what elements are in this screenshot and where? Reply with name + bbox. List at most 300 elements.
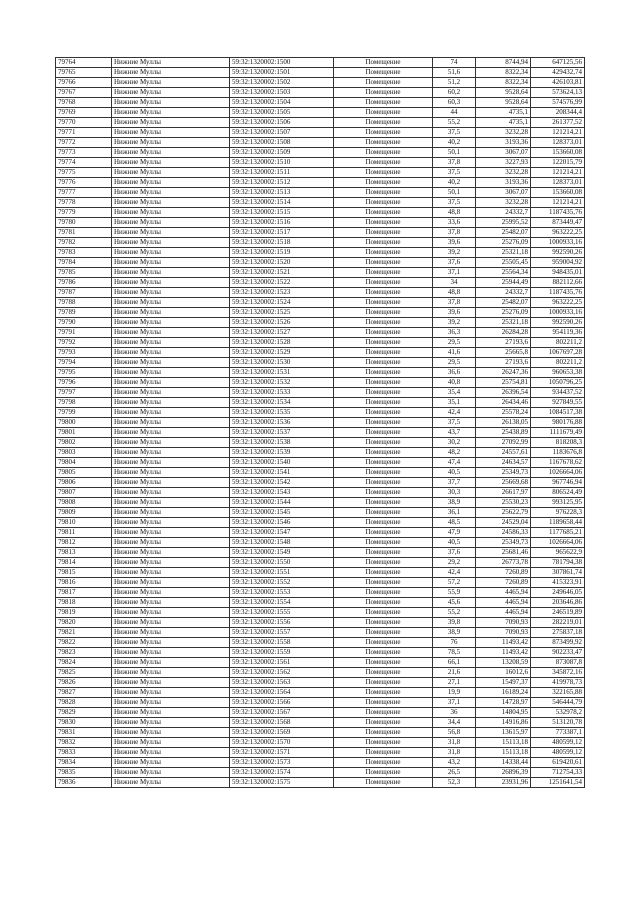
- object-type-cell: Помещение: [334, 138, 433, 148]
- object-type-cell: Помещение: [334, 448, 433, 458]
- cadastral-number-cell: 59:32:1320002:1544: [230, 498, 334, 508]
- price-per-unit-cell: 3232,28: [476, 128, 531, 138]
- cadastral-value-cell: 965622,9: [531, 548, 585, 558]
- price-per-unit-cell: 27193,6: [476, 358, 531, 368]
- cadastral-number-cell: 59:32:1320002:1559: [230, 648, 334, 658]
- object-type-cell: Помещение: [334, 738, 433, 748]
- object-type-cell: Помещение: [334, 778, 433, 788]
- cadastral-value-cell: 980176,88: [531, 418, 585, 428]
- record-number-cell: 79765: [56, 68, 112, 78]
- locality-cell: Нижние Муллы: [112, 368, 230, 378]
- cadastral-value-cell: 573624,13: [531, 88, 585, 98]
- table-row: [56, 88, 585, 98]
- table-row: [56, 348, 585, 358]
- area-cell: 37,5: [433, 418, 476, 428]
- cadastral-number-cell: 59:32:1320002:1563: [230, 678, 334, 688]
- cadastral-value-cell: 976228,3: [531, 508, 585, 518]
- price-per-unit-cell: 27193,6: [476, 338, 531, 348]
- object-type-cell: Помещение: [334, 218, 433, 228]
- cadastral-number-cell: 59:32:1320002:1547: [230, 528, 334, 538]
- area-cell: 60,3: [433, 98, 476, 108]
- cadastral-number-cell: 59:32:1320002:1554: [230, 598, 334, 608]
- object-type-cell: Помещение: [334, 438, 433, 448]
- table-row: [56, 398, 585, 408]
- price-per-unit-cell: 27092,99: [476, 438, 531, 448]
- cadastral-number-cell: 59:32:1320002:1552: [230, 578, 334, 588]
- record-number-cell: 79830: [56, 718, 112, 728]
- cadastral-value-cell: 773387,1: [531, 728, 585, 738]
- locality-cell: Нижние Муллы: [112, 328, 230, 338]
- area-cell: 35,4: [433, 388, 476, 398]
- locality-cell: Нижние Муллы: [112, 98, 230, 108]
- cadastral-value-cell: 1026664,06: [531, 468, 585, 478]
- locality-cell: Нижние Муллы: [112, 128, 230, 138]
- area-cell: 40,2: [433, 138, 476, 148]
- object-type-cell: Помещение: [334, 58, 433, 68]
- cadastral-value-cell: 992590,26: [531, 248, 585, 258]
- locality-cell: Нижние Муллы: [112, 78, 230, 88]
- table-row: [56, 58, 585, 68]
- area-cell: 51,6: [433, 68, 476, 78]
- record-number-cell: 79834: [56, 758, 112, 768]
- area-cell: 37,8: [433, 228, 476, 238]
- object-type-cell: Помещение: [334, 88, 433, 98]
- price-per-unit-cell: 26138,05: [476, 418, 531, 428]
- record-number-cell: 79776: [56, 178, 112, 188]
- locality-cell: Нижние Муллы: [112, 408, 230, 418]
- cadastral-value-cell: 1187435,76: [531, 288, 585, 298]
- table-row: [56, 578, 585, 588]
- area-cell: 40,2: [433, 178, 476, 188]
- price-per-unit-cell: 26247,36: [476, 368, 531, 378]
- price-per-unit-cell: 7090,93: [476, 628, 531, 638]
- object-type-cell: Помещение: [334, 258, 433, 268]
- locality-cell: Нижние Муллы: [112, 778, 230, 788]
- price-per-unit-cell: 23931,96: [476, 778, 531, 788]
- cadastral-number-cell: 59:32:1320002:1567: [230, 708, 334, 718]
- table-row: [56, 638, 585, 648]
- table-row: [56, 328, 585, 338]
- table-row: [56, 758, 585, 768]
- cadastral-value-cell: 121214,21: [531, 198, 585, 208]
- cadastral-number-cell: 59:32:1320002:1510: [230, 158, 334, 168]
- cadastral-number-cell: 59:32:1320002:1575: [230, 778, 334, 788]
- cadastral-value-cell: 934437,52: [531, 388, 585, 398]
- price-per-unit-cell: 25995,52: [476, 218, 531, 228]
- locality-cell: Нижние Муллы: [112, 508, 230, 518]
- table-row: [56, 128, 585, 138]
- table-body: [56, 58, 585, 788]
- record-number-cell: 79783: [56, 248, 112, 258]
- cadastral-number-cell: 59:32:1320002:1542: [230, 478, 334, 488]
- locality-cell: Нижние Муллы: [112, 638, 230, 648]
- table-row: [56, 238, 585, 248]
- area-cell: 76: [433, 638, 476, 648]
- cadastral-number-cell: 59:32:1320002:1513: [230, 188, 334, 198]
- area-cell: 36: [433, 708, 476, 718]
- record-number-cell: 79810: [56, 518, 112, 528]
- cadastral-number-cell: 59:32:1320002:1545: [230, 508, 334, 518]
- locality-cell: Нижние Муллы: [112, 428, 230, 438]
- locality-cell: Нижние Муллы: [112, 558, 230, 568]
- record-number-cell: 79781: [56, 228, 112, 238]
- cadastral-value-cell: 153660,08: [531, 188, 585, 198]
- locality-cell: Нижние Муллы: [112, 488, 230, 498]
- cadastral-value-cell: 574576,99: [531, 98, 585, 108]
- cadastral-value-cell: 802211,2: [531, 338, 585, 348]
- cadastral-number-cell: 59:32:1320002:1514: [230, 198, 334, 208]
- area-cell: 37,1: [433, 698, 476, 708]
- table-row: [56, 508, 585, 518]
- area-cell: 26,5: [433, 768, 476, 778]
- locality-cell: Нижние Муллы: [112, 268, 230, 278]
- record-number-cell: 79789: [56, 308, 112, 318]
- object-type-cell: Помещение: [334, 308, 433, 318]
- locality-cell: Нижние Муллы: [112, 388, 230, 398]
- cadastral-value-cell: 203646,86: [531, 598, 585, 608]
- cadastral-value-cell: 1026664,06: [531, 538, 585, 548]
- cadastral-value-cell: 1251641,54: [531, 778, 585, 788]
- record-number-cell: 79785: [56, 268, 112, 278]
- table-row: [56, 438, 585, 448]
- table-row: [56, 338, 585, 348]
- object-type-cell: Помещение: [334, 688, 433, 698]
- record-number-cell: 79795: [56, 368, 112, 378]
- record-number-cell: 79827: [56, 688, 112, 698]
- price-per-unit-cell: 26396,54: [476, 388, 531, 398]
- price-per-unit-cell: 8744,94: [476, 58, 531, 68]
- table-row: [56, 388, 585, 398]
- cadastral-number-cell: 59:32:1320002:1522: [230, 278, 334, 288]
- locality-cell: Нижние Муллы: [112, 678, 230, 688]
- price-per-unit-cell: 4465,94: [476, 608, 531, 618]
- locality-cell: Нижние Муллы: [112, 108, 230, 118]
- cadastral-number-cell: 59:32:1320002:1564: [230, 688, 334, 698]
- price-per-unit-cell: 24634,57: [476, 458, 531, 468]
- price-per-unit-cell: 14804,95: [476, 708, 531, 718]
- cadastral-value-cell: 1183676,8: [531, 448, 585, 458]
- record-number-cell: 79804: [56, 458, 112, 468]
- cadastral-number-cell: 59:32:1320002:1568: [230, 718, 334, 728]
- price-per-unit-cell: 3227,93: [476, 158, 531, 168]
- cadastral-value-cell: 261377,52: [531, 118, 585, 128]
- price-per-unit-cell: 14338,44: [476, 758, 531, 768]
- record-number-cell: 79771: [56, 128, 112, 138]
- cadastral-value-cell: 480599,12: [531, 738, 585, 748]
- record-number-cell: 79786: [56, 278, 112, 288]
- record-number-cell: 79823: [56, 648, 112, 658]
- record-number-cell: 79770: [56, 118, 112, 128]
- price-per-unit-cell: 4735,1: [476, 108, 531, 118]
- price-per-unit-cell: 15497,37: [476, 678, 531, 688]
- cadastral-number-cell: 59:32:1320002:1569: [230, 728, 334, 738]
- object-type-cell: Помещение: [334, 578, 433, 588]
- cadastral-value-cell: 873087,8: [531, 658, 585, 668]
- table-row: [56, 138, 585, 148]
- table-row: [56, 428, 585, 438]
- area-cell: 31,8: [433, 738, 476, 748]
- object-type-cell: Помещение: [334, 588, 433, 598]
- locality-cell: Нижние Муллы: [112, 698, 230, 708]
- object-type-cell: Помещение: [334, 298, 433, 308]
- locality-cell: Нижние Муллы: [112, 458, 230, 468]
- record-number-cell: 79828: [56, 698, 112, 708]
- cadastral-value-cell: 960653,38: [531, 368, 585, 378]
- object-type-cell: Помещение: [334, 288, 433, 298]
- table-row: [56, 228, 585, 238]
- area-cell: 40,5: [433, 468, 476, 478]
- locality-cell: Нижние Муллы: [112, 548, 230, 558]
- record-number-cell: 79829: [56, 708, 112, 718]
- cadastral-value-cell: 781794,38: [531, 558, 585, 568]
- cadastral-value-cell: 282219,01: [531, 618, 585, 628]
- record-number-cell: 79812: [56, 538, 112, 548]
- locality-cell: Нижние Муллы: [112, 478, 230, 488]
- object-type-cell: Помещение: [334, 418, 433, 428]
- cadastral-value-cell: 818208,3: [531, 438, 585, 448]
- record-number-cell: 79767: [56, 88, 112, 98]
- table-row: [56, 628, 585, 638]
- area-cell: 40,5: [433, 538, 476, 548]
- cadastral-number-cell: 59:32:1320002:1506: [230, 118, 334, 128]
- table-row: [56, 418, 585, 428]
- object-type-cell: Помещение: [334, 208, 433, 218]
- cadastral-value-cell: 992590,26: [531, 318, 585, 328]
- area-cell: 30,3: [433, 488, 476, 498]
- price-per-unit-cell: 11493,42: [476, 638, 531, 648]
- locality-cell: Нижние Муллы: [112, 118, 230, 128]
- object-type-cell: Помещение: [334, 148, 433, 158]
- record-number-cell: 79819: [56, 608, 112, 618]
- area-cell: 50,1: [433, 148, 476, 158]
- table-row: [56, 278, 585, 288]
- table-row: [56, 468, 585, 478]
- record-number-cell: 79816: [56, 578, 112, 588]
- object-type-cell: Помещение: [334, 498, 433, 508]
- cadastral-number-cell: 59:32:1320002:1509: [230, 148, 334, 158]
- table-row: [56, 108, 585, 118]
- object-type-cell: Помещение: [334, 68, 433, 78]
- cadastral-number-cell: 59:32:1320002:1507: [230, 128, 334, 138]
- cadastral-number-cell: 59:32:1320002:1504: [230, 98, 334, 108]
- cadastral-number-cell: 59:32:1320002:1537: [230, 428, 334, 438]
- price-per-unit-cell: 25505,45: [476, 258, 531, 268]
- area-cell: 50,1: [433, 188, 476, 198]
- cadastral-value-cell: 480599,12: [531, 748, 585, 758]
- locality-cell: Нижние Муллы: [112, 668, 230, 678]
- object-type-cell: Помещение: [334, 388, 433, 398]
- table-row: [56, 778, 585, 788]
- object-type-cell: Помещение: [334, 658, 433, 668]
- table-row: [56, 148, 585, 158]
- area-cell: 39,2: [433, 318, 476, 328]
- cadastral-number-cell: 59:32:1320002:1561: [230, 658, 334, 668]
- record-number-cell: 79800: [56, 418, 112, 428]
- cadastral-value-cell: 1084517,38: [531, 408, 585, 418]
- locality-cell: Нижние Муллы: [112, 568, 230, 578]
- price-per-unit-cell: 15113,18: [476, 748, 531, 758]
- area-cell: 47,9: [433, 528, 476, 538]
- object-type-cell: Помещение: [334, 518, 433, 528]
- cadastral-number-cell: 59:32:1320002:1534: [230, 398, 334, 408]
- locality-cell: Нижние Муллы: [112, 178, 230, 188]
- price-per-unit-cell: 11493,42: [476, 648, 531, 658]
- locality-cell: Нижние Муллы: [112, 728, 230, 738]
- record-number-cell: 79836: [56, 778, 112, 788]
- cadastral-value-cell: 647125,56: [531, 58, 585, 68]
- cadastral-value-cell: 712754,33: [531, 768, 585, 778]
- table-row: [56, 118, 585, 128]
- object-type-cell: Помещение: [334, 508, 433, 518]
- record-number-cell: 79811: [56, 528, 112, 538]
- locality-cell: Нижние Муллы: [112, 468, 230, 478]
- locality-cell: Нижние Муллы: [112, 228, 230, 238]
- table-row: [56, 268, 585, 278]
- object-type-cell: Помещение: [334, 608, 433, 618]
- price-per-unit-cell: 25349,73: [476, 538, 531, 548]
- area-cell: 31,8: [433, 748, 476, 758]
- table-row: [56, 358, 585, 368]
- area-cell: 45,6: [433, 598, 476, 608]
- cadastral-number-cell: 59:32:1320002:1558: [230, 638, 334, 648]
- locality-cell: Нижние Муллы: [112, 498, 230, 508]
- cadastral-value-cell: 275837,18: [531, 628, 585, 638]
- table-row: [56, 618, 585, 628]
- record-number-cell: 79797: [56, 388, 112, 398]
- area-cell: 47,4: [433, 458, 476, 468]
- price-per-unit-cell: 3232,28: [476, 168, 531, 178]
- area-cell: 37,8: [433, 158, 476, 168]
- cadastral-number-cell: 59:32:1320002:1516: [230, 218, 334, 228]
- table-row: [56, 318, 585, 328]
- object-type-cell: Помещение: [334, 548, 433, 558]
- cadastral-value-cell: 246519,89: [531, 608, 585, 618]
- object-type-cell: Помещение: [334, 238, 433, 248]
- cadastral-number-cell: 59:32:1320002:1546: [230, 518, 334, 528]
- price-per-unit-cell: 26434,46: [476, 398, 531, 408]
- cadastral-value-cell: 122015,79: [531, 158, 585, 168]
- price-per-unit-cell: 26617,97: [476, 488, 531, 498]
- table-row: [56, 518, 585, 528]
- cadastral-number-cell: 59:32:1320002:1500: [230, 58, 334, 68]
- price-per-unit-cell: 3067,07: [476, 188, 531, 198]
- cadastral-value-cell: 415323,91: [531, 578, 585, 588]
- locality-cell: Нижние Муллы: [112, 618, 230, 628]
- cadastral-number-cell: 59:32:1320002:1571: [230, 748, 334, 758]
- record-number-cell: 79782: [56, 238, 112, 248]
- record-number-cell: 79772: [56, 138, 112, 148]
- locality-cell: Нижние Муллы: [112, 768, 230, 778]
- cadastral-number-cell: 59:32:1320002:1540: [230, 458, 334, 468]
- price-per-unit-cell: 24332,7: [476, 288, 531, 298]
- area-cell: 19,9: [433, 688, 476, 698]
- cadastral-value-cell: 249646,05: [531, 588, 585, 598]
- price-per-unit-cell: 24529,04: [476, 518, 531, 528]
- area-cell: 42,4: [433, 408, 476, 418]
- object-type-cell: Помещение: [334, 408, 433, 418]
- object-type-cell: Помещение: [334, 168, 433, 178]
- record-number-cell: 79814: [56, 558, 112, 568]
- cadastral-value-cell: 1050796,25: [531, 378, 585, 388]
- record-number-cell: 79799: [56, 408, 112, 418]
- price-per-unit-cell: 25622,79: [476, 508, 531, 518]
- table-row: [56, 608, 585, 618]
- cadastral-number-cell: 59:32:1320002:1531: [230, 368, 334, 378]
- table-row: [56, 648, 585, 658]
- locality-cell: Нижние Муллы: [112, 658, 230, 668]
- object-type-cell: Помещение: [334, 678, 433, 688]
- object-type-cell: Помещение: [334, 188, 433, 198]
- locality-cell: Нижние Муллы: [112, 58, 230, 68]
- cadastral-number-cell: 59:32:1320002:1570: [230, 738, 334, 748]
- cadastral-number-cell: 59:32:1320002:1501: [230, 68, 334, 78]
- cadastral-value-cell: 121214,21: [531, 128, 585, 138]
- table-row: [56, 168, 585, 178]
- area-cell: 33,6: [433, 218, 476, 228]
- area-cell: 37,8: [433, 298, 476, 308]
- cadastral-number-cell: 59:32:1320002:1519: [230, 248, 334, 258]
- record-number-cell: 79775: [56, 168, 112, 178]
- object-type-cell: Помещение: [334, 628, 433, 638]
- cadastral-value-cell: 128373,01: [531, 138, 585, 148]
- cadastral-value-cell: 546444,79: [531, 698, 585, 708]
- cadastral-number-cell: 59:32:1320002:1535: [230, 408, 334, 418]
- table-row: [56, 688, 585, 698]
- area-cell: 60,2: [433, 88, 476, 98]
- cadastral-number-cell: 59:32:1320002:1527: [230, 328, 334, 338]
- table-row: [56, 738, 585, 748]
- object-type-cell: Помещение: [334, 708, 433, 718]
- locality-cell: Нижние Муллы: [112, 348, 230, 358]
- cadastral-value-cell: 513120,78: [531, 718, 585, 728]
- object-type-cell: Помещение: [334, 748, 433, 758]
- locality-cell: Нижние Муллы: [112, 518, 230, 528]
- cadastral-number-cell: 59:32:1320002:1505: [230, 108, 334, 118]
- object-type-cell: Помещение: [334, 248, 433, 258]
- record-number-cell: 79778: [56, 198, 112, 208]
- locality-cell: Нижние Муллы: [112, 738, 230, 748]
- price-per-unit-cell: 13208,59: [476, 658, 531, 668]
- table-row: [56, 198, 585, 208]
- cadastral-value-cell: 948435,01: [531, 268, 585, 278]
- cadastral-value-cell: 967746,94: [531, 478, 585, 488]
- object-type-cell: Помещение: [334, 178, 433, 188]
- price-per-unit-cell: 25665,8: [476, 348, 531, 358]
- object-type-cell: Помещение: [334, 398, 433, 408]
- locality-cell: Нижние Муллы: [112, 448, 230, 458]
- cadastral-value-cell: 128373,01: [531, 178, 585, 188]
- record-number-cell: 79793: [56, 348, 112, 358]
- cadastral-number-cell: 59:32:1320002:1517: [230, 228, 334, 238]
- locality-cell: Нижние Муллы: [112, 138, 230, 148]
- object-type-cell: Помещение: [334, 668, 433, 678]
- area-cell: 36,6: [433, 368, 476, 378]
- area-cell: 56,8: [433, 728, 476, 738]
- object-type-cell: Помещение: [334, 598, 433, 608]
- area-cell: 37,7: [433, 478, 476, 488]
- record-number-cell: 79832: [56, 738, 112, 748]
- price-per-unit-cell: 14728,97: [476, 698, 531, 708]
- cadastral-value-cell: 322165,88: [531, 688, 585, 698]
- price-per-unit-cell: 7090,93: [476, 618, 531, 628]
- object-type-cell: Помещение: [334, 558, 433, 568]
- price-per-unit-cell: 3232,28: [476, 198, 531, 208]
- cadastral-value-cell: 873499,92: [531, 638, 585, 648]
- locality-cell: Нижние Муллы: [112, 528, 230, 538]
- area-cell: 37,6: [433, 258, 476, 268]
- table-row: [56, 178, 585, 188]
- record-number-cell: 79790: [56, 318, 112, 328]
